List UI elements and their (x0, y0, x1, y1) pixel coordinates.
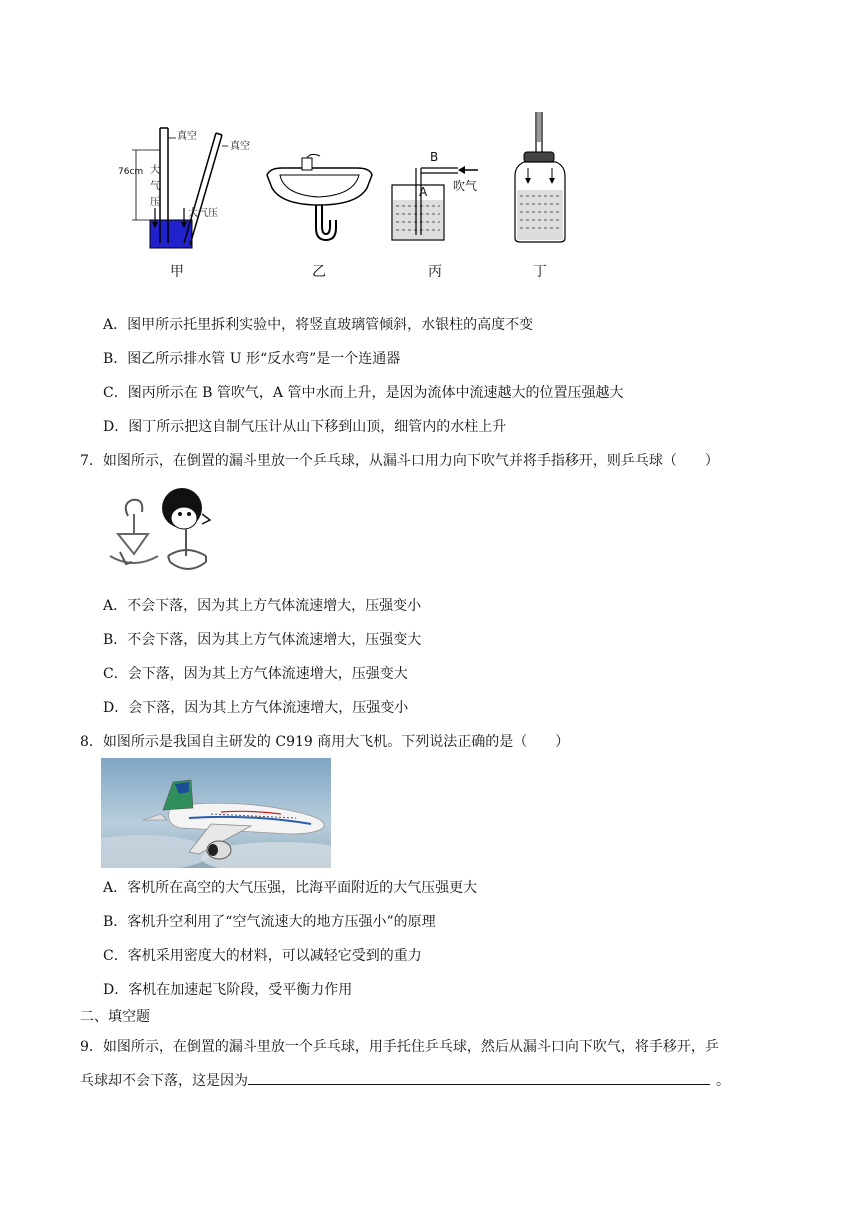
q9-line-2-suffix: 。 (716, 1073, 730, 1089)
funnel-pingpong-image (106, 484, 224, 580)
blow-label: 吹气 (453, 179, 478, 193)
q9-line-1: 9．如图所示，在倒置的漏斗里放一个乒乓球，用手托住乒乓球，然后从漏斗口向下吹气，将手移开，乒 (80, 1039, 719, 1055)
figure-label-ding: 丁 (533, 264, 547, 280)
q8-option-b: B．客机升空利用了“空气流速大的地方压强小”的原理 (103, 914, 436, 930)
q6-option-d: D．图丁所示把这自制气压计从山下移到山顶，细管内的水柱上升 (103, 419, 507, 435)
atm-label-right: 大气压 (188, 208, 218, 219)
q6-option-b: B．图乙所示排水管 U 形“反水弯”是一个连通器 (103, 351, 401, 367)
q7-option-d: D．会下落，因为其上方气体流速增大，压强变小 (103, 700, 409, 716)
q7-option-a: A．不会下落，因为其上方气体流速增大，压强变小 (103, 598, 422, 614)
barometer-bottle-diagram (510, 110, 570, 245)
torricelli-diagram (112, 108, 262, 253)
q8-option-a: A．客机所在高空的大气压强，比海平面附近的大气压强更大 (103, 880, 478, 896)
q6-option-c: C．图丙所示在 B 管吹气，A 管中水而上升，是因为流体中流速越大的位置压强越大 (103, 385, 624, 401)
q9-answer-blank[interactable] (248, 1070, 710, 1085)
q8-stem: 8．如图所示是我国自主研发的 C919 商用大飞机。下列说法正确的是（ ） (80, 734, 570, 750)
q7-option-b: B．不会下落，因为其上方气体流速增大，压强变大 (103, 632, 422, 648)
vacuum-label-tilted: 真空 (230, 141, 250, 152)
q6-option-a: A．图甲所示托里拆利实验中，将竖直玻璃管倾斜，水银柱的高度不变 (103, 317, 534, 333)
atm-label-char-2: 气 (150, 181, 160, 192)
sink-diagram (262, 150, 377, 245)
figure-label-jia: 甲 (170, 264, 184, 280)
q8-option-c: C．客机采用密度大的材料，可以减轻它受到的重力 (103, 948, 422, 964)
tube-a-label: A (419, 185, 428, 199)
atm-label-char-3: 压 (150, 197, 160, 208)
vacuum-label-vertical: 真空 (177, 131, 197, 142)
q7-stem: 7．如图所示，在倒置的漏斗里放一个乒乓球，从漏斗口用力向下吹气并将手指移开，则乒乓球（ ） (80, 453, 719, 469)
q9-line-2-prefix: 乓球却不会下落，这是因为 (80, 1073, 248, 1089)
figure-label-bing: 丙 (428, 264, 442, 280)
section-title-fill-in: 二、填空题 (80, 1009, 150, 1025)
figure-label-yi: 乙 (312, 264, 326, 280)
q9-line-2 (80, 1070, 730, 1091)
atm-label-char-1: 大 (150, 165, 160, 176)
tube-b-label: B (430, 150, 439, 164)
height-76cm-label: 76cm (118, 167, 144, 177)
q8-option-d: D．客机在加速起飞阶段，受平衡力作用 (103, 982, 353, 998)
q7-option-c: C．会下落，因为其上方气体流速增大，压强变大 (103, 666, 408, 682)
c919-airplane-photo (101, 758, 331, 868)
